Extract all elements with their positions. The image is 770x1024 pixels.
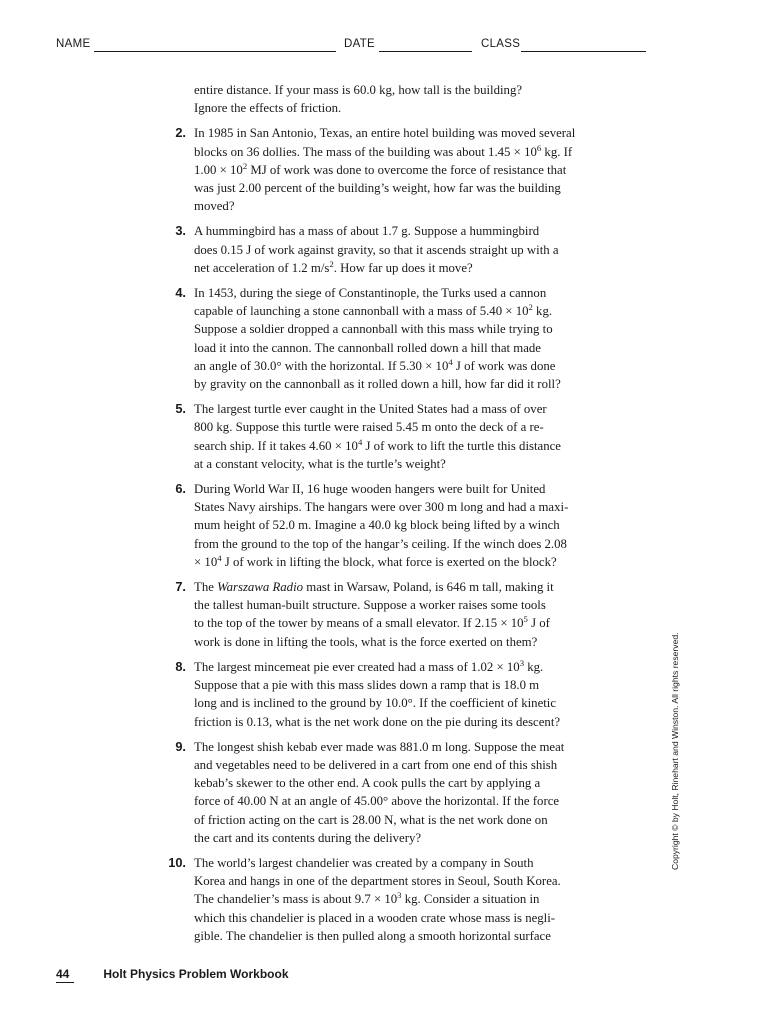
problem-text-line: and vegetables need to be delivered in a cart from one end of this shish	[194, 757, 558, 772]
problem-text-line: The largest mincemeat pie ever created had a mass of $1.02 \times 10^3$ kg.	[194, 658, 544, 674]
problem-text-line: an angle of 30.0° with the horizontal. If $5.30 \times 10^4$ J of work was done	[194, 357, 556, 373]
problem-text-line: to the top of the tower by means of a small elevator. If $2.15 \times 10^5$ J of	[194, 614, 550, 631]
problem-item	[160, 854, 580, 945]
problem-item	[160, 578, 580, 651]
problem-number: 9.	[175, 738, 186, 754]
problem-text-line: moved?	[194, 199, 235, 214]
problem-text-line: $1.00 \times 10^2$ MJ of work was done to overcome the force of resistance that	[194, 161, 567, 177]
problem-number: 5.	[175, 401, 186, 417]
problem-text-line: Suppose that a pie with this mass slides down a ramp that is 18.0 m	[194, 678, 540, 693]
page-number: 44	[56, 967, 74, 983]
name-blank-line	[94, 51, 336, 52]
problem-number: 2.	[175, 125, 186, 141]
class-label: CLASS	[481, 38, 521, 50]
problem-number: 3.	[175, 223, 186, 239]
problem-text-line: of friction acting on the cart is 28.00 N, what is the net work done on	[194, 812, 548, 827]
problem-text-line: The Warszawa Radio mast in Warsaw, Poland, is 646 m tall, making it	[194, 580, 554, 595]
text-line: Ignore the effects of friction.	[194, 101, 342, 116]
problem-text-line: mum height of 52.0 m. Imagine a 40.0 kg block being lifted by a winch	[194, 518, 560, 533]
problem-item	[160, 284, 580, 393]
problem-text-line: at a constant velocity, what is the turtle’s weight?	[194, 456, 446, 471]
problem-text-line: by gravity on the cannonball as it rolled down a hill, how far did it roll?	[194, 377, 561, 392]
problem-text-line: The largest turtle ever caught in the United States had a mass of over	[194, 402, 547, 417]
problem-text-line: which this chandelier is placed in a wooden crate whose mass is negli-	[194, 910, 556, 925]
problem-number: 6.	[175, 481, 186, 497]
problem-text-line: The world’s largest chandelier was created by a company in South	[194, 855, 534, 870]
problem-text-line: the cart and its contents during the delivery?	[194, 830, 422, 845]
problem-text-line: net acceleration of 1.2 $m/s^2$. How far up does it move?	[194, 259, 473, 275]
date-blank-line	[379, 51, 472, 52]
problem-item	[160, 400, 580, 473]
problem-text-line: Korea and hangs in one of the department stores in Seoul, South Korea.	[194, 874, 561, 889]
problem-text-line: search ship. If it takes $4.60 \times 10^4$ J of work to lift the turtle this distance	[194, 436, 561, 453]
problem-text-line: work is done in lifting the tools, what is the force exerted on them?	[194, 634, 538, 649]
continued-problem-text	[160, 81, 580, 117]
problem-item	[160, 658, 580, 731]
page-footer	[56, 967, 289, 983]
problem-text-line: During World War II, 16 huge wooden hangers were built for United	[194, 482, 546, 497]
problem-text-line: force of 40.00 N at an angle of 45.00° above the horizontal. If the force	[194, 794, 560, 809]
problem-text-line: gible. The chandelier is then pulled along a smooth horizontal surface	[194, 928, 551, 943]
problem-item	[160, 480, 580, 571]
problem-number: 8.	[175, 658, 186, 674]
problem-text-line: load it into the cannon. The cannonball rolled down a hill that made	[194, 340, 541, 355]
name-label: NAME	[56, 38, 91, 50]
problem-item	[160, 222, 580, 277]
problem-text-line: The longest shish kebab ever made was 881.0 m long. Suppose the meat	[194, 739, 565, 754]
problem-list	[160, 81, 580, 945]
problem-text-line: In 1453, during the siege of Constantinople, the Turks used a cannon	[194, 286, 547, 301]
problem-number: 4.	[175, 285, 186, 301]
page-header	[56, 38, 656, 54]
problem-number: 10.	[168, 854, 186, 870]
class-blank-line	[521, 51, 646, 52]
problem-text-line: friction is 0.13, what is the net work done on the pie during its descent?	[194, 714, 561, 729]
problem-text-line: kebab’s skewer to the other end. A cook pulls the cart by applying a	[194, 776, 541, 791]
problem-item	[160, 124, 580, 215]
problem-text-line: The chandelier’s mass is about $9.7 \times 10^3$ kg. Consider a situation in	[194, 890, 540, 907]
problem-text-line: was just 2.00 percent of the building’s weight, how far was the building	[194, 181, 561, 196]
problem-text-line: Suppose a soldier dropped a cannonball with this mass while trying to	[194, 322, 553, 337]
problem-text-line: from the ground to the top of the hangar’s ceiling. If the winch does 2.08	[194, 536, 567, 551]
problem-text-line: capable of launching a stone cannonball with a mass of $5.40 \times 10^2$ kg.	[194, 302, 553, 319]
problem-text-line: A hummingbird has a mass of about 1.7 g. Suppose a hummingbird	[194, 224, 540, 239]
problem-text-line: × $10^4$ J of work in lifting the block, what force is exerted on the block?	[194, 553, 557, 569]
problem-text-line: States Navy airships. The hangars were over 300 m long and had a maxi-	[194, 500, 569, 515]
problem-text-line: long and is inclined to the ground by 10.0°. If the coefficient of kinetic	[194, 696, 557, 711]
text-line: entire distance. If your mass is 60.0 kg, how tall is the building?	[194, 83, 523, 97]
problem-text-line: In 1985 in San Antonio, Texas, an entire hotel building was moved several	[194, 126, 576, 141]
problem-item	[160, 738, 580, 847]
date-label: DATE	[344, 38, 376, 50]
book-title: Holt Physics Problem Workbook	[103, 967, 289, 981]
problem-text-line: 800 kg. Suppose this turtle were raised 5.45 m onto the deck of a re-	[194, 420, 544, 435]
problem-number: 7.	[175, 579, 186, 595]
problem-text-line: the tallest human-built structure. Suppose a worker raises some tools	[194, 598, 546, 613]
problem-text-line: does 0.15 J of work against gravity, so that it ascends straight up with a	[194, 242, 559, 257]
problem-text-line: blocks on 36 dollies. The mass of the building was about $1.45 \times 10^6$ kg. If	[194, 142, 573, 159]
copyright-notice: Copyright © by Holt, Rinehart and Winston. All rights reserved.	[670, 632, 680, 870]
